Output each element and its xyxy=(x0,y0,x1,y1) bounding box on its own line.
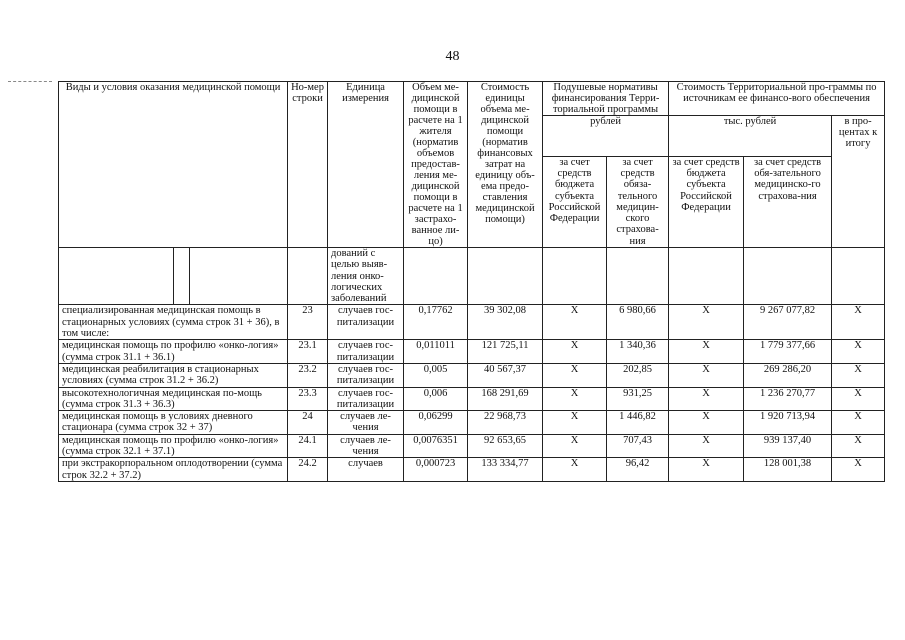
row-norm-budget: X xyxy=(543,340,607,364)
row-cost-budget: X xyxy=(669,387,744,411)
row-cost-budget: X xyxy=(669,340,744,364)
row-percent: X xyxy=(832,434,885,458)
header-norm-budget: за счет средств бюджета субъекта Российской Федерации xyxy=(543,156,607,247)
table-row xyxy=(59,387,885,411)
row-line-number: 23 xyxy=(288,305,328,340)
row-unit-cost: 22 968,73 xyxy=(468,411,543,435)
row-norm-oms: 707,43 xyxy=(607,434,669,458)
row-unit: случаев гос-питализации xyxy=(328,387,404,411)
row-volume: 0,000723 xyxy=(404,458,468,482)
header-row-1 xyxy=(59,82,885,116)
row-cost-budget: X xyxy=(669,305,744,340)
table-row xyxy=(59,411,885,435)
row-volume: 0,06299 xyxy=(404,411,468,435)
row-unit: случаев ле-чения xyxy=(328,434,404,458)
header-unit: Единица измерения xyxy=(328,82,404,248)
row-volume: 0,006 xyxy=(404,387,468,411)
row-unit-cost: 168 291,69 xyxy=(468,387,543,411)
row-norm-budget: X xyxy=(543,458,607,482)
carryover-empty-cell xyxy=(174,248,190,305)
row-unit-cost: 39 302,08 xyxy=(468,305,543,340)
carryover-empty-cell xyxy=(669,248,744,305)
row-norm-oms: 931,25 xyxy=(607,387,669,411)
carryover-empty-cell xyxy=(288,248,328,305)
row-name: высокотехнологичная медицинская по-мощь (сумма строк 31.3 + 36.3) xyxy=(59,387,288,411)
row-unit-cost: 40 567,37 xyxy=(468,363,543,387)
row-unit: случаев ле-чения xyxy=(328,411,404,435)
data-rows xyxy=(59,305,885,481)
header-line-number: Но-мер строки xyxy=(288,82,328,248)
row-unit-cost: 133 334,77 xyxy=(468,458,543,482)
table-row xyxy=(59,434,885,458)
row-cost-budget: X xyxy=(669,411,744,435)
row-unit: случаев гос-питализации xyxy=(328,363,404,387)
row-line-number: 23.3 xyxy=(288,387,328,411)
row-name: медицинская помощь в условиях дневного стационара (сумма строк 32 + 37) xyxy=(59,411,288,435)
carryover-empty-cell xyxy=(607,248,669,305)
row-norm-budget: X xyxy=(543,434,607,458)
table-row xyxy=(59,458,885,482)
row-cost-oms: 9 267 077,82 xyxy=(744,305,832,340)
header-cost-percent: в про-центах к итогу xyxy=(832,116,885,248)
row-percent: X xyxy=(832,305,885,340)
row-cost-budget: X xyxy=(669,434,744,458)
row-unit: случаев гос-питализации xyxy=(328,340,404,364)
row-norm-oms: 1 446,82 xyxy=(607,411,669,435)
carryover-empty-cell xyxy=(744,248,832,305)
header-cost-oms: за счет средств обя-зательного медицинско-го страхова-ния xyxy=(744,156,832,247)
row-percent: X xyxy=(832,387,885,411)
header-group-norms: Подушевые нормативы финансирования Терри-ториальной программы xyxy=(543,82,669,116)
row-unit-cost: 92 653,65 xyxy=(468,434,543,458)
carryover-empty-cell xyxy=(832,248,885,305)
carryover-empty-cell xyxy=(468,248,543,305)
row-line-number: 24.2 xyxy=(288,458,328,482)
row-percent: X xyxy=(832,411,885,435)
row-volume: 0,0076351 xyxy=(404,434,468,458)
row-norm-budget: X xyxy=(543,363,607,387)
row-unit: случаев xyxy=(328,458,404,482)
header-kind: Виды и условия оказания медицинской помощи xyxy=(59,82,288,248)
row-line-number: 23.2 xyxy=(288,363,328,387)
row-line-number: 24.1 xyxy=(288,434,328,458)
row-line-number: 23.1 xyxy=(288,340,328,364)
row-cost-oms: 1 236 270,77 xyxy=(744,387,832,411)
table-row xyxy=(59,305,885,340)
row-norm-budget: X xyxy=(543,387,607,411)
row-name: медицинская помощь по профилю «онко-логия» (сумма строк 31.1 + 36.1) xyxy=(59,340,288,364)
row-norm-budget: X xyxy=(543,305,607,340)
header-unit-cost: Стоимость единицы объема ме-дицинской помощи (норматив финансовых затрат на единицу объ-ема предо-ставления медицинской помощи) xyxy=(468,82,543,248)
row-cost-oms: 1 779 377,66 xyxy=(744,340,832,364)
row-norm-oms: 96,42 xyxy=(607,458,669,482)
row-norm-budget: X xyxy=(543,411,607,435)
row-percent: X xyxy=(832,363,885,387)
row-line-number: 24 xyxy=(288,411,328,435)
row-volume: 0,17762 xyxy=(404,305,468,340)
header-group-program-cost: Стоимость Территориальной про-граммы по источникам ее финансо-вого обеспечения xyxy=(669,82,885,116)
row-cost-oms: 1 920 713,94 xyxy=(744,411,832,435)
page-number: 48 xyxy=(445,49,460,64)
row-volume: 0,011011 xyxy=(404,340,468,364)
header-volume: Объем ме-дицинской помощи в расчете на 1 жителя (норматив объемов предостав-ления ме-дицинской помощи в расчете на 1 застрахо-ванное ли-цо) xyxy=(404,82,468,248)
row-percent: X xyxy=(832,340,885,364)
carryover-empty-cell xyxy=(543,248,607,305)
row-norm-oms: 1 340,36 xyxy=(607,340,669,364)
carryover-unit-cell: дований с целью выяв-ления онко-логических заболеваний xyxy=(328,248,404,305)
header-cost-budget: за счет средств бюджета субъекта Российской Федерации xyxy=(669,156,744,247)
row-name: при экстракорпоральном оплодотворении (сумма строк 32.2 + 37.2) xyxy=(59,458,288,482)
row-cost-oms: 128 001,38 xyxy=(744,458,832,482)
header-cost-unit: тыс. рублей xyxy=(669,116,832,157)
row-name: медицинская помощь по профилю «онко-логия» (сумма строк 32.1 + 37.1) xyxy=(59,434,288,458)
row-percent: X xyxy=(832,458,885,482)
row-cost-oms: 939 137,40 xyxy=(744,434,832,458)
row-norm-oms: 6 980,66 xyxy=(607,305,669,340)
margin-dash-mark xyxy=(8,81,52,82)
row-unit-cost: 121 725,11 xyxy=(468,340,543,364)
row-unit: случаев гос-питализации xyxy=(328,305,404,340)
carryover-empty-cell xyxy=(404,248,468,305)
row-cost-budget: X xyxy=(669,458,744,482)
carryover-empty-cell xyxy=(59,248,174,305)
header-norms-unit: рублей xyxy=(543,116,669,157)
row-name: специализированная медицинская помощь в стационарных условиях (сумма строк 31 + 36), в том числе: xyxy=(59,305,288,340)
carryover-empty-cell xyxy=(190,248,288,305)
financing-table xyxy=(58,81,885,482)
row-name: медицинская реабилитация в стационарных условиях (сумма строк 31.2 + 36.2) xyxy=(59,363,288,387)
row-volume: 0,005 xyxy=(404,363,468,387)
row-norm-oms: 202,85 xyxy=(607,363,669,387)
table-row xyxy=(59,363,885,387)
table-row xyxy=(59,340,885,364)
header-norm-oms: за счет средств обяза-тельного медицин-ского страхова-ния xyxy=(607,156,669,247)
row-cost-budget: X xyxy=(669,363,744,387)
carryover-row xyxy=(59,248,885,305)
row-cost-oms: 269 286,20 xyxy=(744,363,832,387)
